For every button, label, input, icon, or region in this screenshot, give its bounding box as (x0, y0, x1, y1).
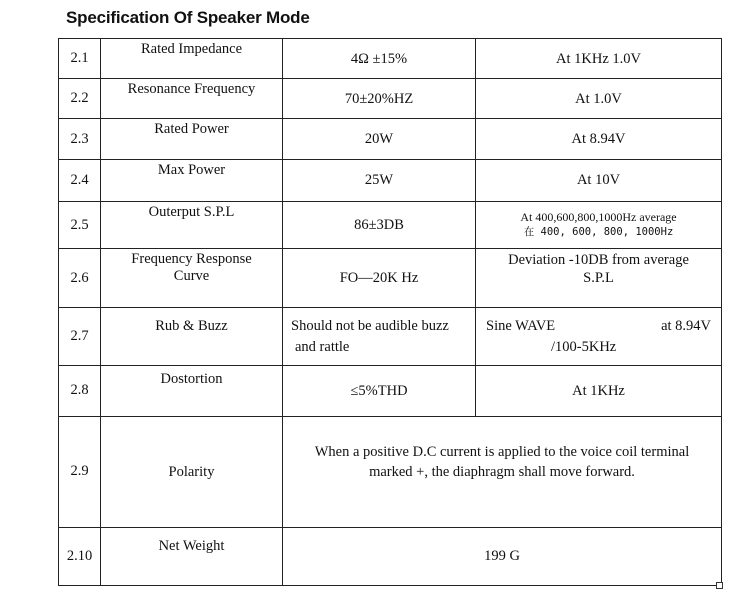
parameter-name: Outerput S.P.L (101, 201, 283, 248)
parameter-value (283, 308, 476, 365)
value-line: marked +, the diaphragm shall move forward. (369, 464, 635, 481)
parameter-value (283, 417, 722, 528)
parameter-value: 86±3DB (283, 201, 476, 248)
parameter-name-line: Frequency Response (131, 251, 252, 268)
table-row (59, 39, 722, 79)
row-number: 2.6 (59, 249, 101, 308)
row-number: 2.7 (59, 308, 101, 365)
row-number: 2.10 (59, 527, 101, 585)
table-row (59, 365, 722, 416)
resize-handle (716, 582, 723, 589)
condition-line: 在 400, 600, 800, 1000Hz (523, 226, 674, 238)
value-line: When a positive D.C current is applied to the voice coil terminal (314, 444, 690, 461)
condition-frequency: /100-5KHz (551, 339, 617, 356)
parameter-name: Rated Impedance (101, 39, 283, 79)
test-condition (476, 308, 722, 365)
parameter-name: Net Weight (101, 527, 283, 585)
parameter-name: Rub & Buzz (101, 308, 283, 365)
row-number: 2.8 (59, 365, 101, 416)
test-condition: At 8.94V (476, 119, 722, 159)
table-row (59, 201, 722, 248)
parameter-value: 20W (283, 119, 476, 159)
row-number: 2.9 (59, 417, 101, 528)
condition-line: At 400,600,800,1000Hz average (520, 210, 677, 224)
parameter-name: Resonance Frequency (101, 79, 283, 119)
test-condition: At 1KHz 1.0V (476, 39, 722, 79)
spec-table (58, 38, 722, 586)
table-row (59, 79, 722, 119)
test-condition (476, 201, 722, 248)
test-condition (476, 249, 722, 308)
parameter-value: 199 G (283, 527, 722, 585)
parameter-value: 4Ω ±15% (283, 39, 476, 79)
parameter-value: FO—20K Hz (283, 249, 476, 308)
parameter-name (101, 249, 283, 308)
table-row (59, 119, 722, 159)
row-number: 2.1 (59, 39, 101, 79)
value-line: and rattle (295, 338, 350, 355)
row-number: 2.5 (59, 201, 101, 248)
row-number: 2.3 (59, 119, 101, 159)
parameter-value: 70±20%HZ (283, 79, 476, 119)
parameter-name: Dostortion (101, 365, 283, 416)
row-number: 2.4 (59, 159, 101, 201)
condition-line: S.P.L (583, 270, 614, 287)
parameter-name-line: Curve (173, 268, 210, 285)
parameter-value: 25W (283, 159, 476, 201)
document-title: Specification Of Speaker Mode (66, 8, 310, 27)
parameter-name: Polarity (101, 417, 283, 528)
value-line: Should not be audible buzz (291, 317, 449, 334)
test-condition: At 1.0V (476, 79, 722, 119)
parameter-value: ≤5%THD (283, 365, 476, 416)
condition-waveform: Sine WAVE (486, 318, 556, 335)
test-condition: At 10V (476, 159, 722, 201)
row-number: 2.2 (59, 79, 101, 119)
parameter-name: Max Power (101, 159, 283, 201)
table-row (59, 159, 722, 201)
table-row (59, 308, 722, 365)
condition-line: Deviation -10DB from average (508, 252, 689, 269)
test-condition: At 1KHz (476, 365, 722, 416)
parameter-name: Rated Power (101, 119, 283, 159)
table-row (59, 417, 722, 528)
condition-voltage: at 8.94V (661, 318, 711, 335)
table-row (59, 249, 722, 308)
table-row (59, 527, 722, 585)
